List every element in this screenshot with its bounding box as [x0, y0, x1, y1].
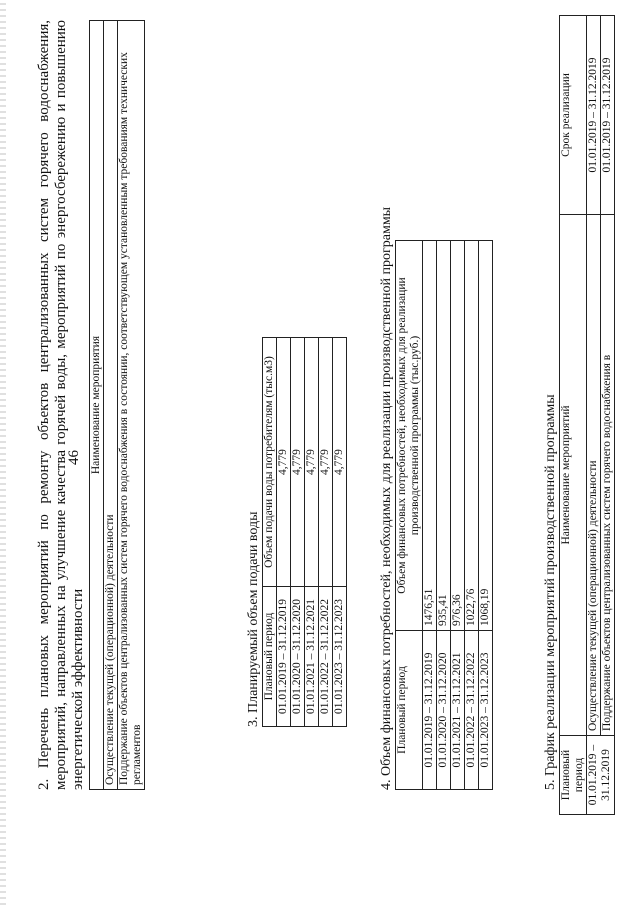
measures-table-header: Наименование мероприятия	[90, 21, 104, 790]
measures-table	[89, 20, 145, 790]
section-2-heading: 2. Перечень плановых мероприятий по ремонту объектов централизованных систем горячего водоснабжения, мероприятий, направленных на улучшение качества горячей воды, мероприятий по энергосбережению и повышению энергетической эффективности	[36, 20, 86, 790]
volume-cell: 4,779	[305, 338, 319, 587]
schedule-period-cell: 01.01.2019 – 31.12.2019	[587, 736, 615, 815]
schedule-measure-cell: Поддержание объектов централизованных систем горячего водоснабжения в	[601, 215, 615, 736]
period-cell: 01.01.2022 – 31.12.2022	[319, 587, 333, 727]
volume-cell: 4,779	[319, 338, 333, 587]
schedule-measure-cell: Осуществление текущей (операционной) деятельности	[587, 215, 601, 736]
measures-row: Осуществление текущей (операционной) деятельности	[104, 21, 118, 790]
schedule-deadline-cell: 01.01.2019 – 31.12.2019	[587, 16, 601, 215]
col-header-measures: Наименование мероприятий	[560, 215, 587, 736]
amount-cell: 976,36	[451, 241, 465, 631]
period-cell: 01.01.2019 – 31.12.2019	[277, 587, 291, 727]
col-header-financial-needs: Объем финансовых потребностей, необходимых для реализации производственной программы (тыс.руб.)	[396, 241, 423, 631]
period-cell: 01.01.2022 – 31.12.2022	[465, 631, 479, 790]
section-3-heading: 3. Планируемый объем подачи воды	[246, 511, 261, 727]
period-cell: 01.01.2021 – 31.12.2021	[451, 631, 465, 790]
col-header-period: Плановый период	[263, 587, 277, 727]
amount-cell: 935,41	[437, 241, 451, 631]
volume-cell: 4,779	[277, 338, 291, 587]
section-5-heading: 5. График реализации мероприятий производственной программы	[543, 394, 558, 790]
financial-needs-table	[395, 240, 493, 790]
col-header-period: Плановый период	[560, 736, 587, 815]
scan-edge-artifact	[0, 0, 6, 905]
period-cell: 01.01.2021 – 31.12.2021	[305, 587, 319, 727]
schedule-table	[559, 15, 615, 815]
page-number: 46	[66, 450, 82, 465]
section-4-heading: 4. Объем финансовых потребностей, необходимых для реализации производственной программы	[379, 206, 394, 790]
col-header-period: Плановый период	[396, 631, 423, 790]
col-header-deadline: Срок реализации	[560, 16, 587, 215]
period-cell: 01.01.2019 – 31.12.2019	[423, 631, 437, 790]
schedule-deadline-cell: 01.01.2019 – 31.12.2019	[601, 16, 615, 215]
period-cell: 01.01.2020 – 31.12.2020	[291, 587, 305, 727]
col-header-volume: Объем подачи воды потребителям (тыс.м3)	[263, 338, 277, 587]
period-cell: 01.01.2023 – 31.12.2023	[333, 587, 347, 727]
water-supply-table	[262, 337, 347, 727]
period-cell: 01.01.2023 – 31.12.2023	[479, 631, 493, 790]
measures-row: Поддержание объектов централизованных систем горячего водоснабжения в состоянии, соответствующем установленным требованиям технических регламентов	[118, 21, 145, 790]
period-cell: 01.01.2020 – 31.12.2020	[437, 631, 451, 790]
amount-cell: 1022,76	[465, 241, 479, 631]
amount-cell: 1476,51	[423, 241, 437, 631]
volume-cell: 4,779	[291, 338, 305, 587]
volume-cell: 4,779	[333, 338, 347, 587]
amount-cell: 1068,19	[479, 241, 493, 631]
